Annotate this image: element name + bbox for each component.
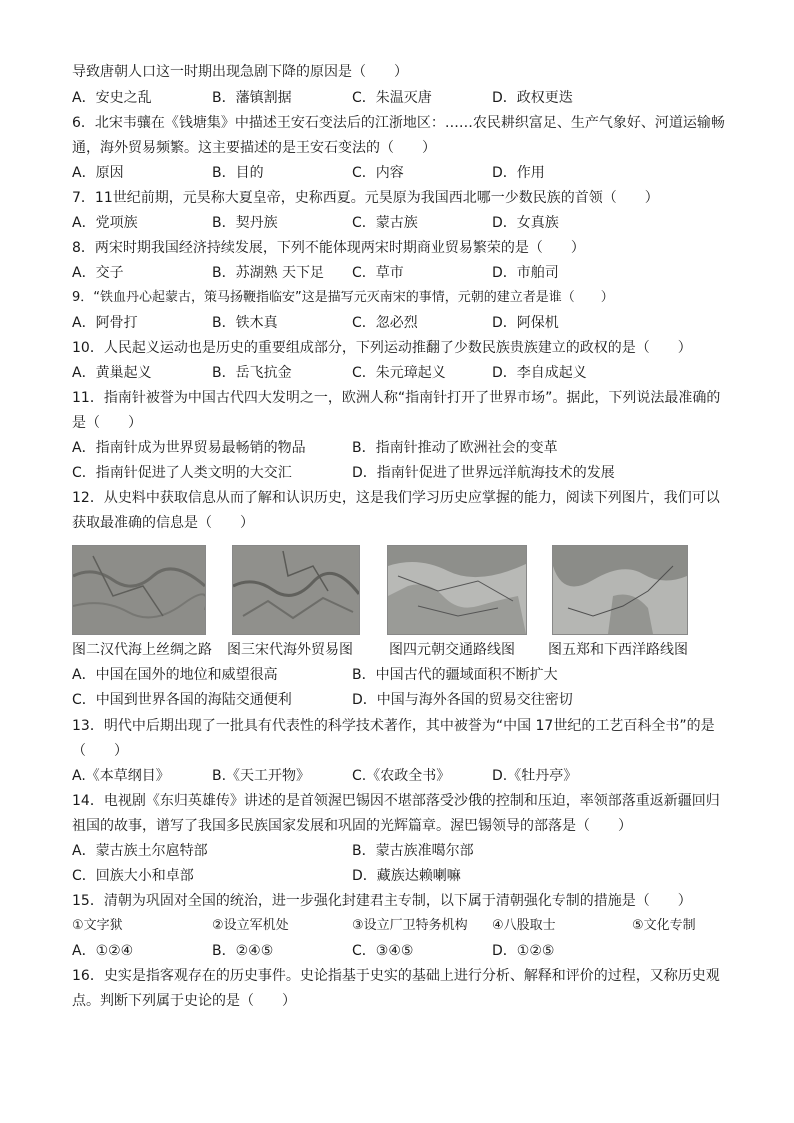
q15-item-2: ②设立军机处: [212, 918, 289, 933]
q6-stem-line2: 通，海外贸易频繁。这主要描述的是王安石变法的（ ）: [72, 140, 436, 156]
q11-option-b: B．指南针推动了欧洲社会的变革: [352, 440, 558, 456]
q7-option-b: B．契丹族: [212, 215, 278, 231]
q15-stem: 15．清朝为巩固对全国的统治，进一步强化封建君主专制，以下属于清朝强化专制的措施是（ ）: [72, 893, 692, 909]
q14-option-c: C．回族大小和卓部: [72, 868, 194, 884]
q10-stem: 10．人民起义运动也是历史的重要组成部分，下列运动推翻了少数民族贵族建立的政权的是（ ）: [72, 340, 692, 356]
q6-option-b: B．目的: [212, 165, 264, 181]
q15-option-a: A．①②④: [72, 943, 134, 959]
q9-option-a: A．阿骨打: [72, 315, 138, 331]
q9-option-c: C．忽必烈: [352, 315, 418, 331]
q10-option-c: C．朱元璋起义: [352, 365, 446, 381]
q15-item-5: ⑤文化专制: [632, 918, 696, 933]
q5-option-b: B．藩镇割据: [212, 90, 292, 106]
q7-option-a: A．党项族: [72, 215, 138, 231]
caption-figure-3: 图三宋代海外贸易图: [227, 642, 353, 658]
q11-option-a: A．指南针成为世界贸易最畅销的物品: [72, 440, 306, 456]
q5-option-d: D．政权更迭: [492, 90, 573, 106]
q15-option-c: C．③④⑤: [352, 943, 414, 959]
q14-option-d: D．藏族达赖喇嘛: [352, 868, 461, 884]
q8-option-c: C．草市: [352, 265, 404, 281]
q5-stem: 导致唐朝人口这一时期出现急剧下降的原因是（ ）: [72, 64, 408, 80]
q15-item-1: ①文字狱: [72, 918, 123, 933]
q7-stem: 7．11世纪前期，元昊称大夏皇帝，史称西夏。元昊原为我国西北哪一少数民族的首领（ ）: [72, 190, 659, 206]
q5-option-c: C．朱温灭唐: [352, 90, 432, 106]
q8-option-a: A．交子: [72, 265, 124, 281]
q11-stem-line2: 是（ ）: [72, 415, 142, 431]
q8-option-d: D．市舶司: [492, 265, 559, 281]
q11-option-d: D．指南针促进了世界远洋航海技术的发展: [352, 465, 615, 481]
q13-option-a: A.《本草纲目》: [72, 768, 170, 784]
q15-option-d: D．①②⑤: [492, 943, 555, 959]
q7-option-d: D．女真族: [492, 215, 559, 231]
q11-stem-line1: 11．指南针被誉为中国古代四大发明之一，欧洲人称“指南针打开了世界市场”。据此，下列说法最准确的: [72, 390, 721, 406]
q10-option-d: D．李自成起义: [492, 365, 587, 381]
q8-option-b: B．苏湖熟 天下足: [212, 265, 325, 281]
caption-figure-5: 图五郑和下西洋路线图: [548, 642, 688, 658]
q16-stem-line1: 16．史实是指客观存在的历史事件。史论指基于史实的基础上进行分析、解释和评价的过程，又称历史观: [72, 968, 720, 984]
caption-figure-4: 图四元朝交通路线图: [389, 642, 515, 658]
q13-option-b: B.《天工开物》: [212, 768, 311, 784]
q6-option-a: A．原因: [72, 165, 124, 181]
q6-option-d: D．作用: [492, 165, 545, 181]
q9-option-d: D．阿保机: [492, 315, 559, 331]
yuan-transport-routes-map-image: [387, 545, 527, 635]
q15-item-4: ④八股取士: [492, 918, 556, 933]
q13-option-d: D.《牡丹亭》: [492, 768, 578, 784]
q12-stem-line2: 获取最准确的信息是（ ）: [72, 515, 254, 531]
q13-stem-line1: 13．明代中后期出现了一批具有代表性的科学技术著作，其中被誉为“中国 17世纪的工艺百科全书”的是: [72, 718, 715, 734]
caption-figure-2: 图二汉代海上丝绸之路: [72, 642, 212, 658]
q6-option-c: C．内容: [352, 165, 404, 181]
q12-option-a: A．中国在国外的地位和威望很高: [72, 667, 278, 683]
song-overseas-trade-map-image: [232, 545, 360, 635]
q16-stem-line2: 点。判断下列属于史论的是（ ）: [72, 993, 296, 1009]
zheng-he-voyages-map-image: [552, 545, 688, 635]
q15-option-b: B．②④⑤: [212, 943, 274, 959]
q5-option-a: A．安史之乱: [72, 90, 152, 106]
q13-stem-line2: （ ）: [72, 743, 128, 759]
han-maritime-silk-road-map-image: [72, 545, 206, 635]
q10-option-b: B．岳飞抗金: [212, 365, 292, 381]
q14-option-b: B．蒙古族准噶尔部: [352, 843, 474, 859]
q11-option-c: C．指南针促进了人类文明的大交汇: [72, 465, 292, 481]
q10-option-a: A．黄巢起义: [72, 365, 152, 381]
q14-stem-line2: 祖国的故事，谱写了我国多民族国家发展和巩固的光辉篇章。渥巴锡领导的部落是（ ）: [72, 818, 632, 834]
q12-option-c: C．中国到世界各国的海陆交通便利: [72, 692, 292, 708]
q7-option-c: C．蒙古族: [352, 215, 418, 231]
q14-stem-line1: 14．电视剧《东归英雄传》讲述的是首领渥巴锡因不堪部落受沙俄的控制和压迫，率领部落重返新疆回归: [72, 793, 720, 809]
q8-stem: 8．两宋时期我国经济持续发展，下列不能体现两宋时期商业贸易繁荣的是（ ）: [72, 240, 585, 256]
q13-option-c: C.《农政全书》: [352, 768, 451, 784]
q9-stem: 9．“铁血丹心起蒙古，策马扬鞭指临安”这是描写元灭南宋的事情，元朝的建立者是谁（ ）: [72, 290, 614, 305]
q12-option-d: D．中国与海外各国的贸易交往密切: [352, 692, 573, 708]
q12-option-b: B．中国古代的疆域面积不断扩大: [352, 667, 558, 683]
q15-item-3: ③设立厂卫特务机构: [352, 918, 468, 933]
q14-option-a: A．蒙古族土尔扈特部: [72, 843, 208, 859]
q6-stem-line1: 6．北宋韦骧在《钱塘集》中描述王安石变法后的江浙地区：……农民耕织富足、生产气象好、河道运输畅: [72, 115, 725, 131]
q12-stem-line1: 12．从史料中获取信息从而了解和认识历史，这是我们学习历史应掌握的能力，阅读下列图片，我们可以: [72, 490, 720, 506]
q9-option-b: B．铁木真: [212, 315, 278, 331]
